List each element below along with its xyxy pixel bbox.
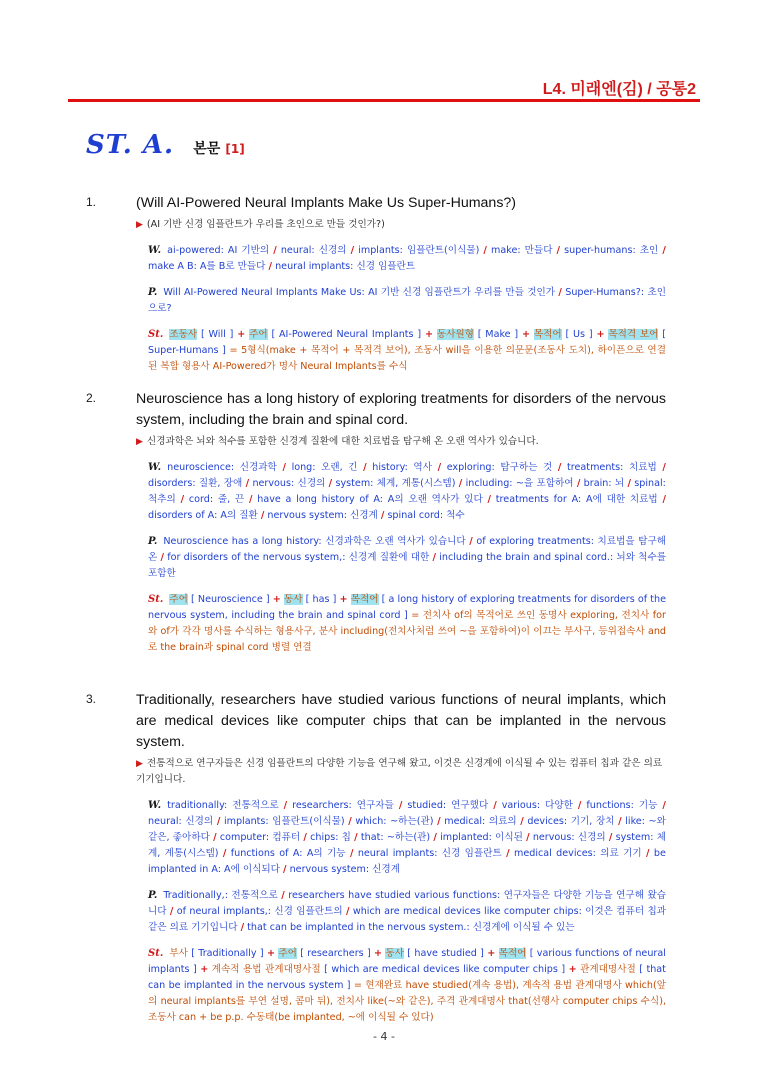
page-number: - 4 - — [373, 1030, 395, 1043]
triangle-icon: ▶ — [136, 759, 143, 769]
word-list: W. neuroscience: 신경과학 / long: 오랜, 긴 / history: 역사 / exploring: 탐구하는 것 / treatments: 치료법 / disorders: 질환, 장애 / nervous: 신경의 / system: 체계, 계통(시스템) / including: ~을 포함하여 / brain: 뇌 / spinal: 척추의 / cord: 줄, 끈 / have a long history of A: A의 오랜 역사가 있다 / treatments for A: A에 대한 치료법 / disorders of A: A의 질환 / nervous system: 신경계 / spinal cord: 척수 — [148, 462, 666, 521]
structure-analysis: St. 주어 [ Neuroscience ] + 동사 [ has ] + 목적어 [ a long history of exploring treatments for disorders of the nervous system, including the brain and spinal cord ] = 전치사 of의 목적어로 쓰인 동명사 exploring, 전치사 for와 of가 각각 명사를 수식하는 형용사구, 분사 including(전치사처럼 쓰여 ~을 포함하여)이 이끄는 부사구, 등위접속사 and로 the brain과 spinal cord 병렬 연결 — [148, 594, 666, 653]
item-number: 1. — [86, 195, 97, 209]
sentence-item — [86, 690, 666, 1026]
korean-translation: ▶ (AI 기반 신경 임플란트가 우리를 초인으로 만들 것인가?) — [136, 219, 385, 230]
section-code: ST. A. — [86, 130, 175, 160]
english-sentence: Traditionally, researchers have studied various functions of neural implants, which are medical devices like computer chips that can be implanted in the nervous system. — [136, 692, 666, 750]
header-common: 공통2 — [656, 81, 696, 98]
sentence-item — [86, 193, 666, 375]
triangle-icon: ▶ — [136, 437, 143, 447]
word-list: W. traditionally: 전통적으로 / researchers: 연구자들 / studied: 연구했다 / various: 다양한 / functions: 기능 / neural: 신경의 / implants: 임플란트(이식물) / which: ~하는(관) / medical: 의료의 / devices: 기기, 장치 / like: ~와 같은, 좋아하다 / computer: 컴퓨터 / chips: 칩 / that: ~하는(관) / implanted: 이식된 / nervous: 신경의 / system: 체계, 계통(시스템) / functions of A: A의 기능 / neural implants: 신경 임플란트 / medical devices: 의료 기기 / be implanted in A: A에 이식되다 / nervous system: 신경계 — [148, 800, 666, 875]
textbook-title: 미래엔(김) — [570, 81, 643, 98]
phrase-list: P. Neuroscience has a long history: 신경과학은 오랜 역사가 있습니다 / of exploring treatments: 치료법을 탐구해 온 / for disorders of the nervous system,: 신경계 질환에 대한 / including the brain and spinal cord.: 뇌와 척수를 포함한 — [148, 536, 667, 579]
structure-analysis: St. 부사 [ Traditionally ] + 주어 [ researchers ] + 동사 [ have studied ] + 목적어 [ various functions of neural implants ] + 계속적 용법 관계대명사절 [ which are medical devices like computer chips ] + 관계대명사절 [ that can be implanted in the nervous system ] = 현재완료 have studied(계속 용법), 계속적 용법 관계대명사 which(앞의 neural implants를 부연 설명, 콤마 뒤), 전치사 like(~와 같은), 주격 관계대명사 that(선행사 computer chips 수식), 조동사 can + be p.p. 수동태(be implanted, ~에 이식될 수 있다) — [148, 948, 666, 1023]
sentence-item — [86, 389, 666, 656]
section-heading — [86, 130, 245, 160]
lesson-number: L4. — [542, 81, 566, 98]
phrase-list: P. Traditionally,: 전통적으로 / researchers have studied various functions: 연구자들은 다양한 기능을 연구해 왔습니다 / of neural implants,: 신경 임플란트의 / which are medical devices like computer chips: 이것은 컴퓨터 칩과 같은 의료 기기입니다 / that can be implanted in the nervous system.: 신경계에 이식될 수 있는 — [148, 890, 666, 933]
item-number: 3. — [86, 692, 97, 706]
structure-analysis: St. 조동사 [ Will ] + 주어 [ AI-Powered Neural Implants ] + 동사원형 [ Make ] + 목적어 [ Us ] + 목적격 보어 [ Super-Humans ] = 5형식(make + 목적어 + 목적격 보어), 조동사 will을 이용한 의문문(조동사 도치), 하이픈으로 연결된 복합 형용사 AI-Powered가 명사 Neural Implants를 수식 — [148, 329, 667, 372]
section-tag: [1] — [225, 142, 245, 156]
section-label: 본문 — [193, 141, 221, 157]
word-list: W. ai-powered: AI 기반의 / neural: 신경의 / implants: 임플란트(이식물) / make: 만들다 / super-humans: 초인 / make A B: A를 B로 만들다 / neural implants: 신경 임플란트 — [148, 245, 666, 272]
english-sentence: (Will AI-Powered Neural Implants Make Us Super-Humans?) — [136, 195, 517, 211]
korean-translation: ▶ 전통적으로 연구자들은 신경 임플란트의 다양한 기능을 연구해 왔고, 이것은 신경계에 이식될 수 있는 컴퓨터 칩과 같은 의료 기기입니다. — [136, 758, 663, 785]
header-separator: / — [647, 81, 652, 98]
english-sentence: Neuroscience has a long history of exploring treatments for disorders of the nervous system, including the brain and spinal cord. — [136, 391, 666, 428]
header-rule — [68, 99, 700, 102]
item-number: 2. — [86, 391, 97, 405]
phrase-list: P. Will AI-Powered Neural Implants Make Us: AI 기반 신경 임플란트가 우리를 만들 것인가 / Super-Humans?: 초인으로? — [148, 287, 666, 314]
korean-translation: ▶ 신경과학은 뇌와 척수를 포함한 신경계 질환에 대한 치료법을 탐구해 온 오랜 역사가 있습니다. — [136, 436, 539, 447]
page-header — [543, 76, 696, 99]
triangle-icon: ▶ — [136, 220, 143, 230]
